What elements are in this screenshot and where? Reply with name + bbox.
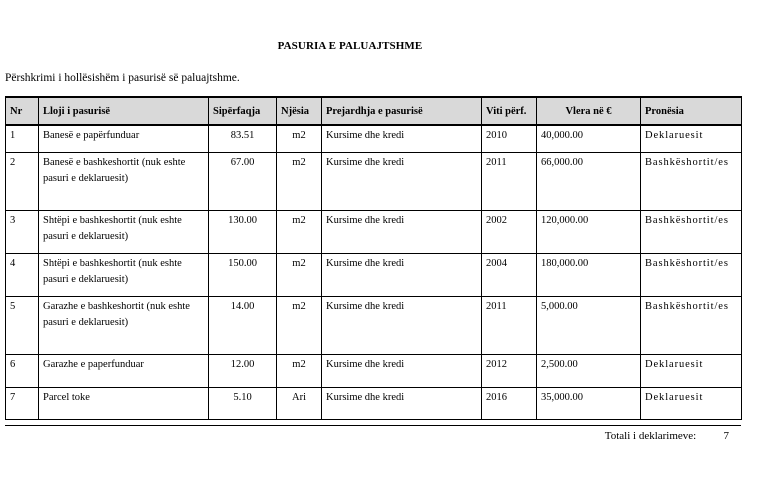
table-row [6, 152, 742, 210]
header-origin: Prejardhja e pasurisë [322, 97, 482, 125]
cell-ownership: Bashkëshortit/es [641, 210, 742, 253]
cell-value: 120,000.00 [537, 210, 641, 253]
table-bottom-rule [5, 425, 741, 426]
document-title: PASURIA E PALUAJTSHME [277, 40, 423, 52]
cell-year: 2011 [482, 152, 537, 210]
cell-nr: 7 [6, 387, 39, 419]
cell-area: 130.00 [209, 210, 277, 253]
cell-value: 2,500.00 [537, 354, 641, 387]
table-row [6, 125, 742, 152]
table-header-row [6, 97, 742, 125]
header-nr: Nr [6, 97, 39, 125]
cell-unit: Ari [277, 387, 322, 419]
cell-ownership: Deklaruesit [641, 125, 742, 152]
header-unit: Njësia [277, 97, 322, 125]
table-row [6, 387, 742, 419]
header-value: Vlera në € [537, 97, 641, 125]
cell-value: 5,000.00 [537, 296, 641, 354]
header-asset-type: Lloji i pasurisë [39, 97, 209, 125]
cell-nr: 6 [6, 354, 39, 387]
document-description: Përshkrimi i hollësishëm i pasurisë së paluajtshme. [5, 72, 240, 84]
cell-area: 150.00 [209, 253, 277, 296]
cell-ownership: Deklaruesit [641, 387, 742, 419]
cell-unit: m2 [277, 354, 322, 387]
header-area: Sipërfaqja [209, 97, 277, 125]
table-row [6, 210, 742, 253]
header-year: Viti përf. [482, 97, 537, 125]
cell-ownership: Bashkëshortit/es [641, 152, 742, 210]
cell-origin: Kursime dhe kredi [322, 125, 482, 152]
cell-asset-type: Shtëpi e bashkeshortit (nuk eshte pasuri e deklaruesit) [39, 253, 209, 296]
cell-year: 2011 [482, 296, 537, 354]
cell-asset-type: Banesë e papërfunduar [39, 125, 209, 152]
cell-area: 12.00 [209, 354, 277, 387]
cell-area: 5.10 [209, 387, 277, 419]
cell-value: 66,000.00 [537, 152, 641, 210]
cell-asset-type: Shtëpi e bashkeshortit (nuk eshte pasuri e deklaruesit) [39, 210, 209, 253]
totals-label: Totali i deklarimeve: [604, 430, 697, 442]
cell-nr: 2 [6, 152, 39, 210]
cell-asset-type: Banesë e bashkeshortit (nuk eshte pasuri e deklaruesit) [39, 152, 209, 210]
cell-year: 2010 [482, 125, 537, 152]
cell-year: 2012 [482, 354, 537, 387]
totals-count: 7 [723, 430, 729, 442]
cell-unit: m2 [277, 210, 322, 253]
table-row [6, 253, 742, 296]
cell-asset-type: Garazhe e paperfunduar [39, 354, 209, 387]
cell-nr: 5 [6, 296, 39, 354]
cell-origin: Kursime dhe kredi [322, 354, 482, 387]
cell-unit: m2 [277, 125, 322, 152]
table-row [6, 296, 742, 354]
cell-year: 2002 [482, 210, 537, 253]
cell-value: 40,000.00 [537, 125, 641, 152]
cell-origin: Kursime dhe kredi [322, 253, 482, 296]
cell-origin: Kursime dhe kredi [322, 387, 482, 419]
cell-unit: m2 [277, 253, 322, 296]
totals [605, 430, 729, 442]
cell-nr: 4 [6, 253, 39, 296]
cell-area: 67.00 [209, 152, 277, 210]
cell-year: 2016 [482, 387, 537, 419]
cell-nr: 1 [6, 125, 39, 152]
cell-value: 35,000.00 [537, 387, 641, 419]
cell-area: 83.51 [209, 125, 277, 152]
cell-area: 14.00 [209, 296, 277, 354]
cell-nr: 3 [6, 210, 39, 253]
cell-asset-type: Parcel toke [39, 387, 209, 419]
cell-ownership: Deklaruesit [641, 354, 742, 387]
cell-unit: m2 [277, 152, 322, 210]
assets-table [5, 96, 742, 420]
table-row [6, 354, 742, 387]
cell-asset-type: Garazhe e bashkeshortit (nuk eshte pasuri e deklaruesit) [39, 296, 209, 354]
cell-ownership: Bashkëshortit/es [641, 296, 742, 354]
cell-origin: Kursime dhe kredi [322, 210, 482, 253]
header-ownership: Pronësia [641, 97, 742, 125]
cell-ownership: Bashkëshortit/es [641, 253, 742, 296]
cell-value: 180,000.00 [537, 253, 641, 296]
cell-origin: Kursime dhe kredi [322, 152, 482, 210]
cell-year: 2004 [482, 253, 537, 296]
cell-origin: Kursime dhe kredi [322, 296, 482, 354]
cell-unit: m2 [277, 296, 322, 354]
